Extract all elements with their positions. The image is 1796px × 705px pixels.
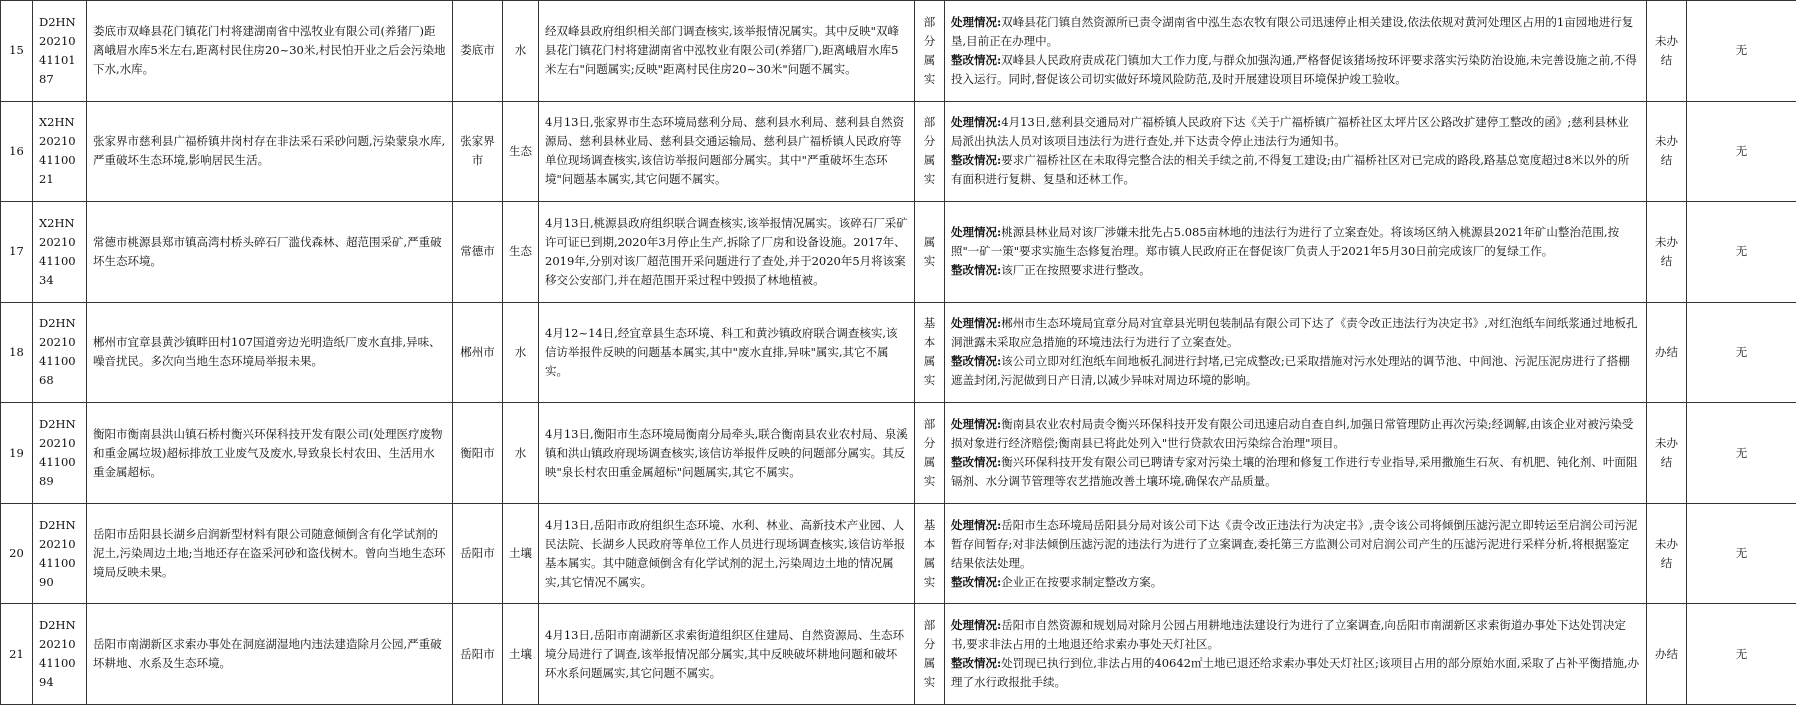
rectification-line [951,151,1640,189]
handling-text: 岳阳市自然资源和规划局对除月公园占用耕地违法建设行为进行了立案调查,向岳阳市南湖新区求索街道办事处下达处罚决定书,要求非法占用的土地退还给求索办事处天灯社区。 [951,618,1626,652]
pollution-type: 土壤 [503,604,539,705]
handling-label: 处理情况: [951,225,1002,240]
city-cell: 岳阳市 [453,503,503,604]
rectification-line [951,261,1640,280]
completion-status: 未办结 [1647,503,1687,604]
rectification-text: 要求广福桥社区在未取得完整合法的相关手续之前,不得复工建设;由广福桥社区对已完成的路段,路基总宽度超过8米以外的所有面积进行复耕、复垦和还林工作。 [951,153,1630,187]
accountability-cell: 无 [1687,302,1796,403]
accountability-cell: 无 [1687,1,1796,102]
handling-label: 处理情况: [951,618,1002,633]
rectification-text: 衡兴环保科技开发有限公司已聘请专家对污染土壤的治理和修复工作进行专业指导,采用撒施生石灰、有机肥、钝化剂、叶面阻镉剂、水分调节管理等农艺措施改善土壤环境,确保农产品质量。 [951,455,1638,489]
rectification-line [951,573,1640,592]
verification-result: 部分属实 [915,1,945,102]
accountability-cell: 无 [1687,503,1796,604]
case-code: D2HN2021041100 90 [33,503,87,604]
row-number: 20 [1,503,33,604]
investigation-finding: 4月12~14日,经宜章县生态环境、科工和黄沙镇政府联合调查核实,该信访举报件反映的问题基本属实,其中"废水直排,异味"属实,其它不属实。 [539,302,915,403]
table-row [1,1,1796,102]
rectification-label: 整改情况: [951,153,1002,168]
verification-result: 属实 [915,202,945,303]
complaint-content: 岳阳市南湖新区求索办事处在洞庭湖湿地内违法建造除月公园,严重破坏耕地、水系及生态环境。 [87,604,453,705]
case-code: D2HN2021041100 89 [33,403,87,504]
investigation-finding: 4月13日,岳阳市南湖新区求索街道组织区住建局、自然资源局、生态环境分局进行了调查,该举报情况部分属实,其中反映破坏耕地问题和破坏环水系问题属实,其它问题不属实。 [539,604,915,705]
city-cell: 娄底市 [453,1,503,102]
handling-and-rectification [945,503,1647,604]
handling-and-rectification [945,1,1647,102]
complaint-content: 常德市桃源县郑市镇高湾村桥头碎石厂滥伐森林、超范围采矿,严重破坏生态环境。 [87,202,453,303]
handling-line [951,616,1640,654]
completion-status: 办结 [1647,604,1687,705]
rectification-label: 整改情况: [951,574,1002,589]
table-row [1,302,1796,403]
accountability-cell: 无 [1687,101,1796,202]
handling-line [951,13,1640,51]
handling-label: 处理情况: [951,417,1002,432]
rectification-label: 整改情况: [951,52,1002,67]
pollution-type: 生态 [503,202,539,303]
city-cell: 郴州市 [453,302,503,403]
investigation-finding: 4月13日,桃源县政府组织联合调查核实,该举报情况属实。该碎石厂采矿许可证已到期,2020年3月停止生产,拆除了厂房和设备设施。2017年、2019年,分别对该厂超范围开采问题进行了查处,并于2020年5月将该案移交公安部门,并在超范围开采过程中毁损了林地植被。 [539,202,915,303]
case-code: D2HN2021041101 87 [33,1,87,102]
rectification-label: 整改情况: [951,656,1002,671]
pollution-type: 水 [503,403,539,504]
table-row [1,202,1796,303]
rectification-label: 整改情况: [951,263,1002,278]
handling-and-rectification [945,604,1647,705]
handling-line [951,314,1640,352]
complaint-content: 衡阳市衡南县洪山镇石桥村衡兴环保科技开发有限公司(处理医疗废物和重金属垃圾)超标排放工业废气及废水,导致泉长村农田、生活用水重金属超标。 [87,403,453,504]
rectification-line [951,51,1640,89]
table-row [1,403,1796,504]
completion-status: 办结 [1647,302,1687,403]
completion-status: 未办结 [1647,202,1687,303]
investigation-finding: 4月13日,衡阳市生态环境局衡南分局牵头,联合衡南县农业农村局、泉溪镇和洪山镇政府现场调查核实,该信访举报件反映的问题部分属实。其反映"泉长村农田重金属超标"问题属实,其它不属实。 [539,403,915,504]
complaint-content: 娄底市双峰县花门镇花门村将建湖南省中泓牧业有限公司(养猪厂)距离峨眉水库5米左右,距离村民住房20~30米,村民怕开业之后会污染地下水,水库。 [87,1,453,102]
verification-result: 基本属实 [915,503,945,604]
rectification-line [951,654,1640,692]
row-number: 16 [1,101,33,202]
handling-and-rectification [945,101,1647,202]
table-row [1,101,1796,202]
handling-text: 郴州市生态环境局宜章分局对宜章县光明包装制品有限公司下达了《责令改正违法行为决定书》,对红泡纸车间纸浆通过地板孔洞泄露未采取应急措施的环境违法行为进行了立案查处。 [951,316,1638,350]
handling-and-rectification [945,403,1647,504]
handling-line [951,223,1640,261]
handling-label: 处理情况: [951,14,1002,29]
accountability-cell: 无 [1687,202,1796,303]
complaint-content: 张家界市慈利县广福桥镇井岗村存在非法采石采砂问题,污染蒙泉水库,严重破坏生态环境,影响居民生活。 [87,101,453,202]
handling-and-rectification [945,302,1647,403]
handling-label: 处理情况: [951,316,1002,331]
verification-result: 基本属实 [915,302,945,403]
complaint-content: 岳阳市岳阳县长湖乡启润新型材料有限公司随意倾倒含有化学试剂的泥土,污染周边土地;当地还存在盗采河砂和盗伐树木。曾向当地生态环境局反映未果。 [87,503,453,604]
pollution-type: 水 [503,1,539,102]
rectification-line [951,352,1640,390]
completion-status: 未办结 [1647,101,1687,202]
city-cell: 岳阳市 [453,604,503,705]
handling-text: 4月13日,慈利县交通局对广福桥镇人民政府下达《关于广福桥镇广福桥社区太坪片区公路改扩建停工整改的函》;慈利县林业局派出执法人员对该项目违法行为进行查处,并下达责令停止违法行为通知书。 [951,115,1629,149]
table-row [1,503,1796,604]
verification-result: 部分属实 [915,403,945,504]
verification-result: 部分属实 [915,604,945,705]
row-number: 19 [1,403,33,504]
city-cell: 衡阳市 [453,403,503,504]
handling-label: 处理情况: [951,517,1002,532]
handling-text: 岳阳市生态环境局岳阳县分局对该公司下达《责令改正违法行为决定书》,责令该公司将倾倒压滤污泥立即转运至启润公司污泥暂存间暂存;对非法倾倒压滤污泥的违法行为进行了立案调查,委托第三方监测公司对启润公司产生的压滤污泥进行采样分析,将根据鉴定结果依法处理。 [951,517,1638,570]
rectification-text: 该公司立即对红泡纸车间地板孔洞进行封堵,已完成整改;已采取措施对污水处理站的调节池、中间池、污泥压泥房进行了搭棚遮盖封闭,污泥做到日产日清,以减少异味对周边环境的影响。 [951,354,1630,388]
pollution-type: 土壤 [503,503,539,604]
city-cell: 常德市 [453,202,503,303]
investigation-finding: 4月13日,岳阳市政府组织生态环境、水利、林业、高新技术产业园、人民法院、长湖乡人民政府等单位工作人员进行现场调查核实,该信访举报基本属实。其中随意倾倒含有化学试剂的泥土,污染周边土地的情况属实,其它情况不属实。 [539,503,915,604]
completion-status: 未办结 [1647,1,1687,102]
case-code: X2HN2021041100 34 [33,202,87,303]
accountability-cell: 无 [1687,604,1796,705]
complaint-content: 郴州市宜章县黄沙镇畔田村107国道旁边光明造纸厂废水直排,异味、噪音扰民。多次向当地生态环境局举报未果。 [87,302,453,403]
handling-text: 衡南县农业农村局责令衡兴环保科技开发有限公司迅速启动自查自纠,加强日常管理防止再次污染;经调解,由该企业对被污染受损对象进行经济赔偿;衡南县已将此处列入"世行贷款农田污染综合治理"项目。 [951,417,1634,451]
pollution-type: 水 [503,302,539,403]
row-number: 18 [1,302,33,403]
case-code: D2HN2021041100 68 [33,302,87,403]
rectification-text: 该厂正在按照要求进行整改。 [1001,263,1151,278]
investigation-finding: 经双峰县政府组织相关部门调查核实,该举报情况属实。其中反映"双峰县花门镇花门村将建湖南省中泓牧业有限公司(养猪厂),距离峨眉水库5米左右"问题属实;反映"距离村民住房20~30米"问题不属实。 [539,1,915,102]
rectification-line [951,453,1640,491]
handling-text: 桃源县林业局对该厂涉嫌未批先占5.085亩林地的违法行为进行了立案查处。将该场区纳入桃源县2021年矿山整治范围,按照"一矿一策"要求实施生态修复治理。郑市镇人民政府正在督促该厂负责人于2021年5月30日前完成该厂的复绿工作。 [951,225,1620,259]
rectification-text: 企业正在按要求制定整改方案。 [1001,574,1163,589]
handling-line [951,516,1640,573]
handling-label: 处理情况: [951,115,1002,130]
row-number: 17 [1,202,33,303]
completion-status: 未办结 [1647,403,1687,504]
verification-result: 部分属实 [915,101,945,202]
pollution-type: 生态 [503,101,539,202]
handling-text: 双峰县花门镇自然资源所已责令湖南省中泓生态农牧有限公司迅速停止相关建设,依法依规对黄河处理区占用的1亩园地进行复垦,目前正在办理中。 [951,14,1634,48]
rectification-text: 处罚现已执行到位,非法占用的40642㎡土地已退还给求索办事处天灯社区;该项目占用的部分原始水面,采取了占补平衡措施,办理了水行政报批手续。 [951,656,1640,690]
handling-and-rectification [945,202,1647,303]
row-number: 15 [1,1,33,102]
case-code: D2HN2021041100 94 [33,604,87,705]
city-cell: 张家界市 [453,101,503,202]
rectification-label: 整改情况: [951,455,1002,470]
case-code: X2HN2021041100 21 [33,101,87,202]
handling-line [951,113,1640,151]
rectification-label: 整改情况: [951,354,1002,369]
handling-line [951,415,1640,453]
rectification-text: 双峰县人民政府责成花门镇加大工作力度,与群众加强沟通,严格督促该猪场按环评要求落实污染防治设施,未完善设施之前,不得投入运行。同时,督促该公司切实做好环境风险防范,及时开展建设项目环境保护竣工验收。 [951,52,1637,86]
table-row [1,604,1796,705]
accountability-cell: 无 [1687,403,1796,504]
investigation-finding: 4月13日,张家界市生态环境局慈利分局、慈利县水利局、慈利县自然资源局、慈利县林业局、慈利县交通运输局、慈利县广福桥镇人民政府等单位现场调查核实,该信访举报问题部分属实。其中"严重破坏生态环境"问题基本属实,其它问题不属实。 [539,101,915,202]
row-number: 21 [1,604,33,705]
